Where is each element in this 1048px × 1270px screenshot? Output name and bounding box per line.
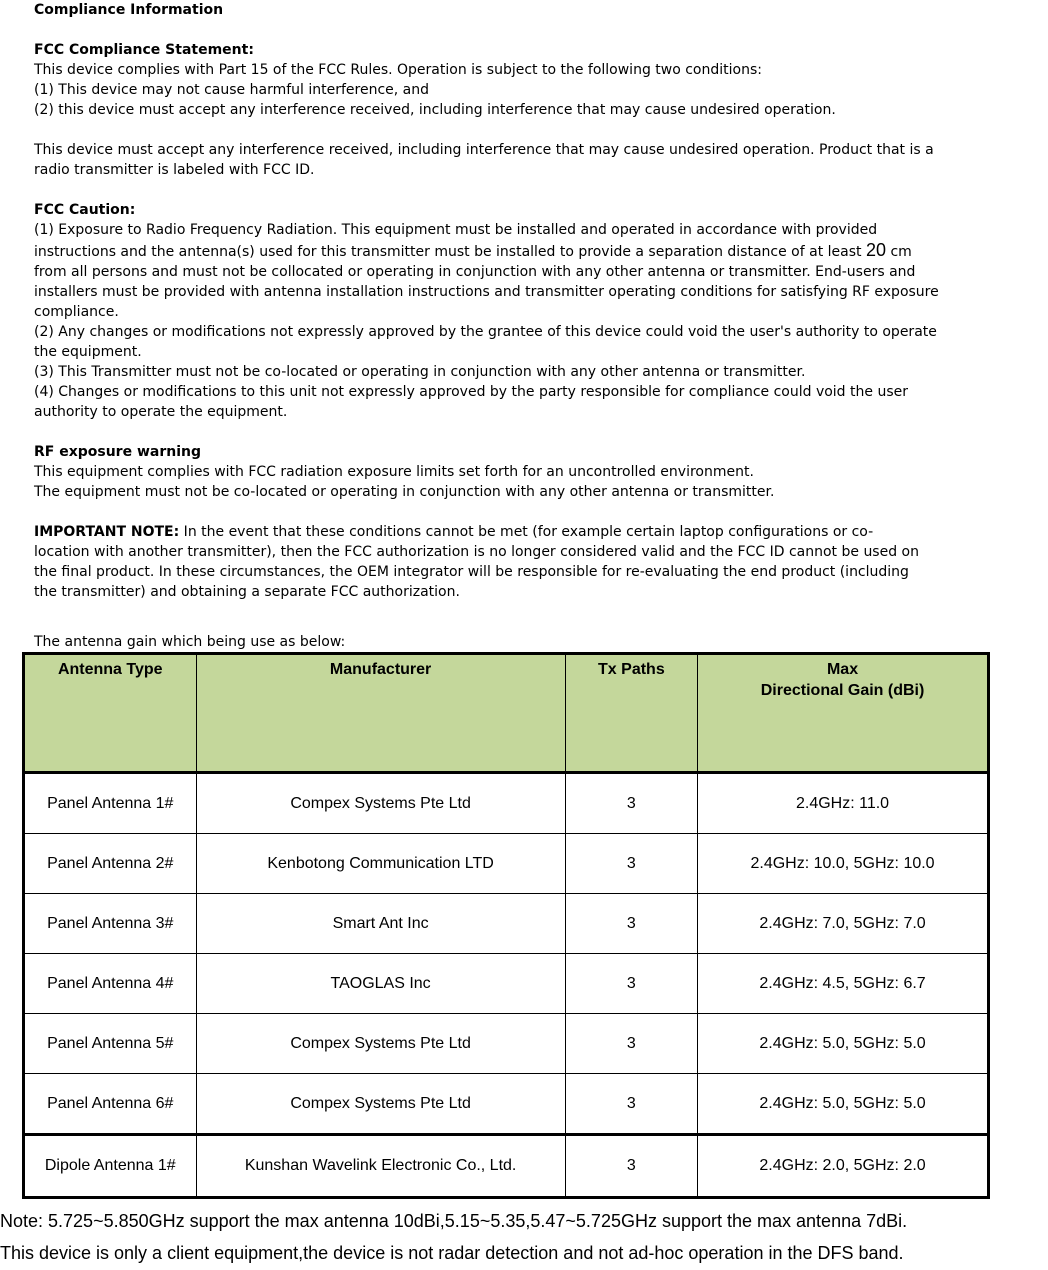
table-header-row (24, 654, 989, 773)
important-note-line: the final product. In these circumstances, the OEM integrator will be responsible for re-evaluating the end product (including (34, 564, 909, 580)
tx-paths-cell: 3 (565, 894, 697, 954)
antenna-type-cell: Panel Antenna 1# (24, 773, 197, 834)
manufacturer-cell: Kenbotong Communication LTD (196, 834, 565, 894)
table-row (24, 773, 989, 834)
tx-paths-cell: 3 (565, 1014, 697, 1074)
dfs-note: This device is only a client equipment,the device is not radar detection and not ad-hoc operation in the DFS band. (0, 1243, 904, 1263)
important-note-label: IMPORTANT NOTE: (34, 524, 180, 540)
document-title: Compliance Information (34, 2, 224, 18)
tx-paths-cell: 3 (565, 1135, 697, 1198)
gain-cell: 2.4GHz: 10.0, 5GHz: 10.0 (698, 834, 989, 894)
manufacturer-cell: Compex Systems Pte Ltd (196, 1074, 565, 1135)
fcc-statement-line: (2) this device must accept any interference received, including interference that may cause undesired operation. (34, 102, 836, 118)
manufacturer-cell: Compex Systems Pte Ltd (196, 1014, 565, 1074)
rf-warning-line: This equipment complies with FCC radiation exposure limits set forth for an uncontrolled environment. (34, 464, 754, 480)
fcc-caution-line: installers must be provided with antenna installation instructions and transmitter operating conditions for satisfying RF exposure (34, 284, 939, 300)
fcc-caution-line: from all persons and must not be collocated or operating in conjunction with any other antenna or transmitter. End-users and (34, 264, 916, 280)
gain-cell: 2.4GHz: 5.0, 5GHz: 5.0 (698, 1074, 989, 1135)
header-antenna-type: Antenna Type (24, 654, 197, 773)
important-note-line: location with another transmitter), then the FCC authorization is no longer considered valid and the FCC ID cannot be used on (34, 544, 919, 560)
antenna-type-cell: Panel Antenna 5# (24, 1014, 197, 1074)
antenna-type-cell: Panel Antenna 3# (24, 894, 197, 954)
important-note-line: the transmitter) and obtaining a separate FCC authorization. (34, 584, 460, 600)
fcc-statement-line: (1) This device may not cause harmful interference, and (34, 82, 430, 98)
fcc-statement-paragraph: This device must accept any interference received, including interference that may cause undesired operation. Product that is a (34, 142, 934, 158)
antenna-intro: The antenna gain which being use as below: (34, 634, 346, 650)
fcc-caution-line: (2) Any changes or modifications not expressly approved by the grantee of this device could void the user's authority to operate (34, 324, 937, 340)
antenna-type-cell: Dipole Antenna 1# (24, 1135, 197, 1198)
rf-warning-line: The equipment must not be co-located or operating in conjunction with any other antenna or transmitter. (34, 484, 775, 500)
manufacturer-cell: Smart Ant Inc (196, 894, 565, 954)
manufacturer-cell: TAOGLAS Inc (196, 954, 565, 1014)
table-row (24, 1135, 989, 1198)
fcc-caution-line: the equipment. (34, 344, 142, 360)
header-manufacturer: Manufacturer (196, 654, 565, 773)
header-max-gain (698, 654, 989, 773)
gain-cell: 2.4GHz: 4.5, 5GHz: 6.7 (698, 954, 989, 1014)
table-row (24, 1074, 989, 1135)
fcc-caution-line: (4) Changes or modifications to this unit not expressly approved by the party responsible for compliance could void the user (34, 384, 908, 400)
tx-paths-cell: 3 (565, 954, 697, 1014)
fcc-caution-line: (3) This Transmitter must not be co-located or operating in conjunction with any other antenna or transmitter. (34, 364, 806, 380)
tx-paths-cell: 3 (565, 1074, 697, 1135)
rf-warning-heading: RF exposure warning (34, 444, 201, 460)
gain-cell: 2.4GHz: 11.0 (698, 773, 989, 834)
header-tx-paths: Tx Paths (565, 654, 697, 773)
table-row (24, 954, 989, 1014)
header-directional-gain: Directional Gain (dBi) (760, 682, 925, 699)
antenna-note: Note: 5.725~5.850GHz support the max antenna 10dBi,5.15~5.35,5.47~5.725GHz support the max antenna 7dBi. (0, 1211, 908, 1231)
table-row (24, 834, 989, 894)
important-note-text: In the event that these conditions cannot be met (for example certain laptop configurations or co- (179, 524, 874, 540)
tx-paths-cell: 3 (565, 834, 697, 894)
antenna-type-cell: Panel Antenna 2# (24, 834, 197, 894)
fcc-caution-line: compliance. (34, 304, 119, 320)
fcc-caution-heading: FCC Caution: (34, 202, 136, 218)
tx-paths-cell: 3 (565, 773, 697, 834)
fcc-statement-heading: FCC Compliance Statement: (34, 42, 254, 58)
table-row (24, 894, 989, 954)
fcc-statement-line: This device complies with Part 15 of the FCC Rules. Operation is subject to the following two conditions: (34, 62, 762, 78)
antenna-type-cell: Panel Antenna 6# (24, 1074, 197, 1135)
fcc-caution-line (34, 240, 994, 262)
separation-distance: 20 (865, 240, 886, 260)
antenna-table (22, 652, 990, 1199)
distance-unit: cm (886, 244, 912, 260)
gain-cell: 2.4GHz: 5.0, 5GHz: 5.0 (698, 1014, 989, 1074)
important-note-line (34, 522, 994, 542)
gain-cell: 2.4GHz: 2.0, 5GHz: 2.0 (698, 1135, 989, 1198)
gain-cell: 2.4GHz: 7.0, 5GHz: 7.0 (698, 894, 989, 954)
fcc-caution-line: (1) Exposure to Radio Frequency Radiation. This equipment must be installed and operated in accordance with provided (34, 222, 878, 238)
compliance-document (34, 0, 994, 652)
fcc-caution-line: authority to operate the equipment. (34, 404, 288, 420)
antenna-type-cell: Panel Antenna 4# (24, 954, 197, 1014)
caution-text: instructions and the antenna(s) used for this transmitter must be installed to provide a separation distance of at least (34, 244, 866, 260)
table-row (24, 1014, 989, 1074)
manufacturer-cell: Compex Systems Pte Ltd (196, 773, 565, 834)
fcc-statement-paragraph: radio transmitter is labeled with FCC ID. (34, 162, 315, 178)
manufacturer-cell: Kunshan Wavelink Electronic Co., Ltd. (196, 1135, 565, 1198)
header-max: Max (826, 661, 859, 678)
